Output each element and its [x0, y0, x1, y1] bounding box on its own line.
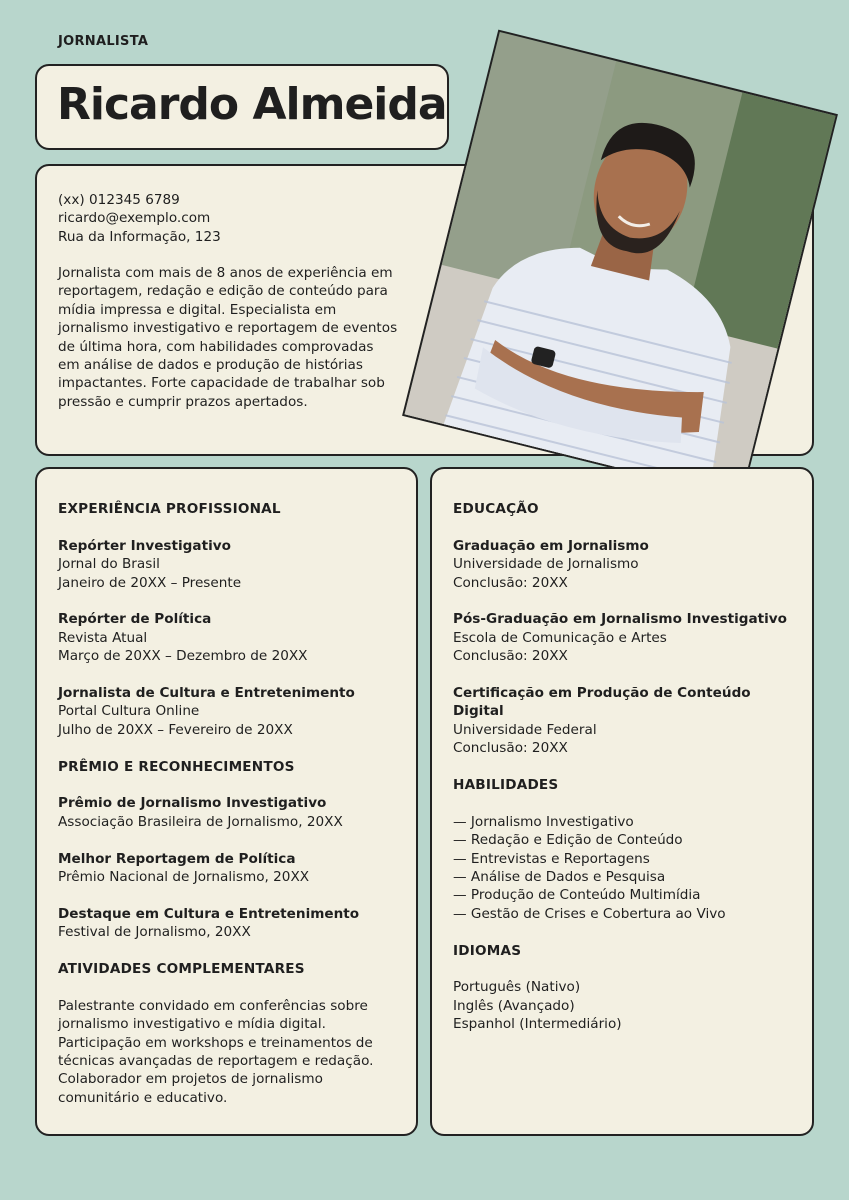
experience-item	[58, 537, 403, 592]
experience-period: Julho de 20XX – Fevereiro de 20XX	[58, 721, 293, 738]
experience-item	[58, 610, 403, 665]
language-item: Inglês (Avançado)	[453, 997, 575, 1014]
experience-period: Março de 20XX – Dezembro de 20XX	[58, 648, 308, 665]
education-degree: Graduação em Jornalismo	[453, 537, 649, 554]
experience-role: Jornalista de Cultura e Entretenimento	[58, 685, 355, 702]
languages-list	[453, 978, 798, 1033]
experience-period: Janeiro de 20XX – Presente	[58, 574, 242, 591]
activities-text: Palestrante convidado em conferências sobre jornalismo investigativo e mídia digital. Participação em workshops e treinamentos de técnicas avançadas de reportagem e redação. Colaborador em projetos de jornalismo comunitário e educativo.	[58, 997, 374, 1106]
education-date: Conclusão: 20XX	[453, 574, 568, 591]
experience-org: Portal Cultura Online	[58, 703, 200, 720]
education-item	[453, 684, 798, 758]
contact-info	[58, 191, 221, 246]
skills-heading: HABILIDADES	[453, 777, 559, 794]
summary: Jornalista com mais de 8 anos de experiência em reportagem, redação e edição de conteúdo para mídia impressa e digital. Especialista em jornalismo investigativo e reportagem de eventos de última hora, com habilidades comprovadas em análise de dados e produção de histórias impactantes. Forte capacidade de trabalhar sob pressão e cumprir prazos apertados.	[58, 265, 398, 410]
education-school: Escola de Comunicação e Artes	[453, 629, 667, 646]
languages-heading: IDIOMAS	[453, 942, 522, 959]
education-date: Conclusão: 20XX	[453, 648, 568, 665]
language-item: Português (Nativo)	[453, 979, 581, 996]
education-degree: Pós-Graduação em Jornalismo Investigativo	[453, 611, 787, 628]
experience-org: Jornal do Brasil	[58, 556, 160, 573]
experience-org: Revista Atual	[58, 629, 148, 646]
skill-item: — Redação e Edição de Conteúdo	[453, 832, 683, 849]
language-item: Espanhol (Intermediário)	[453, 1016, 622, 1033]
award-name: Melhor Reportagem de Política	[58, 850, 296, 867]
job-title: JORNALISTA	[58, 34, 149, 49]
name-box	[35, 64, 449, 150]
education-heading: EDUCAÇÃO	[453, 501, 539, 517]
person-name: Ricardo Almeida	[57, 79, 447, 130]
skills-list	[453, 813, 798, 923]
skill-item: — Produção de Conteúdo Multimídia	[453, 887, 701, 904]
education-date: Conclusão: 20XX	[453, 740, 568, 757]
skill-item: — Jornalismo Investigativo	[453, 813, 634, 830]
education-item	[453, 537, 798, 592]
awards-heading: PRÊMIO E RECONHECIMENTOS	[58, 758, 295, 775]
right-column-content	[453, 500, 798, 1052]
address: Rua da Informação, 123	[58, 228, 221, 245]
phone: (xx) 012345 6789	[58, 192, 180, 208]
experience-heading: EXPERIÊNCIA PROFISSIONAL	[58, 501, 281, 517]
email: ricardo@exemplo.com	[58, 210, 211, 227]
activities-heading: ATIVIDADES COMPLEMENTARES	[58, 961, 305, 978]
skill-item: — Gestão de Crises e Cobertura ao Vivo	[453, 905, 726, 922]
education-item	[453, 610, 798, 665]
award-org: Prêmio Nacional de Jornalismo, 20XX	[58, 869, 310, 886]
education-degree: Certificação em Produção de Conteúdo Digital	[453, 685, 751, 720]
left-column-content	[58, 500, 403, 1126]
experience-role: Repórter de Política	[58, 611, 212, 628]
award-name: Destaque em Cultura e Entretenimento	[58, 905, 360, 922]
education-school: Universidade de Jornalismo	[453, 556, 639, 573]
award-item	[58, 905, 403, 942]
award-org: Associação Brasileira de Jornalismo, 20XX	[58, 813, 343, 830]
experience-item	[58, 684, 403, 739]
award-item	[58, 850, 403, 887]
skill-item: — Entrevistas e Reportagens	[453, 850, 650, 867]
experience-role: Repórter Investigativo	[58, 537, 231, 554]
right-column-panel	[430, 467, 814, 1136]
award-item	[58, 794, 403, 831]
education-school: Universidade Federal	[453, 721, 597, 738]
award-name: Prêmio de Jornalismo Investigativo	[58, 795, 327, 812]
left-column-panel	[35, 467, 418, 1136]
award-org: Festival de Jornalismo, 20XX	[58, 924, 251, 941]
skill-item: — Análise de Dados e Pesquisa	[453, 869, 666, 886]
